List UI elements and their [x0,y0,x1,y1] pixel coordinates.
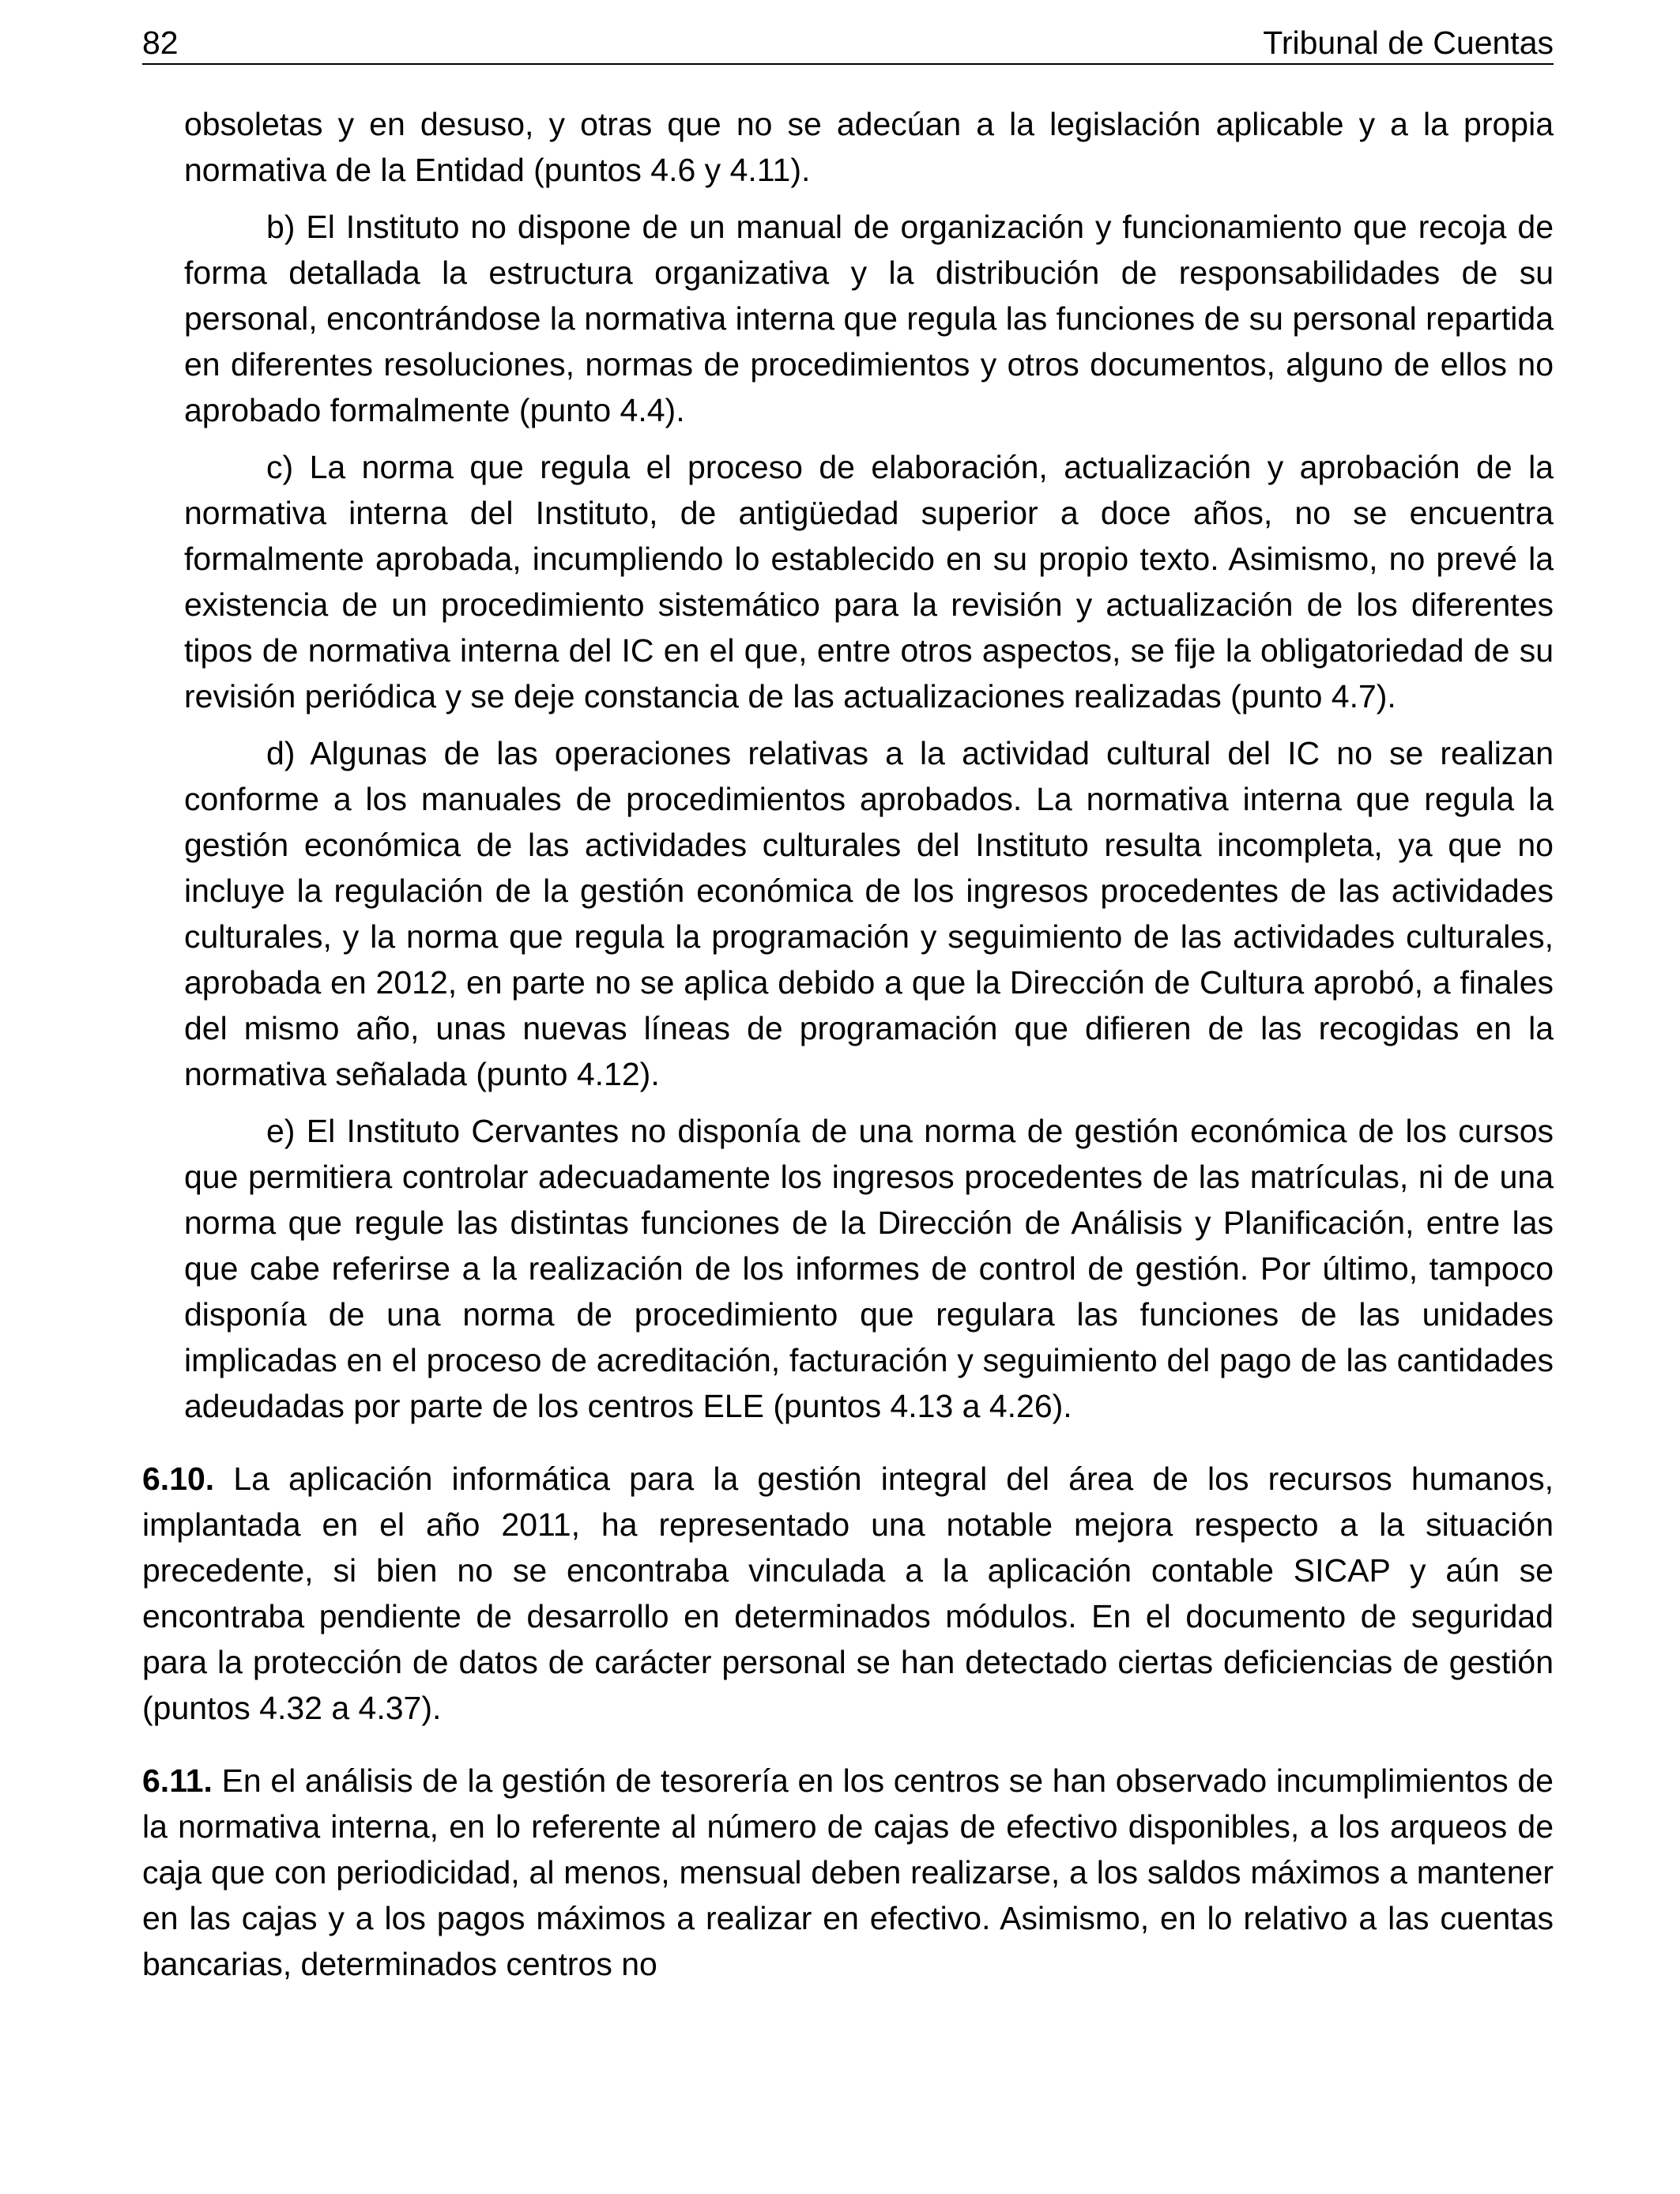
paragraph-d: d) Algunas de las operaciones relativas a la actividad cultural del IC no se realizan conforme a los manuales de procedimientos aprobados. La normativa interna que regula la gestión económica de las actividades culturales del Instituto resulta incompleta, ya que no incluye la regulación de la gestión económica de los ingresos procedentes de las actividades culturales, y la norma que regula la programación y seguimiento de las actividades culturales, aprobada en 2012, en parte no se aplica debido a que la Dirección de Cultura aprobó, a finales del mismo año, unas nuevas líneas de programación que difieren de las recogidas en la normativa señalada (punto 4.12). [184,735,1554,1092]
paragraph-continuation: obsoletas y en desuso, y otras que no se adecúan a la legislación aplicable y a la propia normativa de la Entidad (puntos 4.6 y 4.11). [184,106,1554,188]
paragraph-c: c) La norma que regula el proceso de elaboración, actualización y aprobación de la normativa interna del Instituto, de antigüedad superior a doce años, no se encuentra formalmente aprobada, incumpliendo lo establecido en su propio texto. Asimismo, no prevé la existencia de un procedimiento sistemático para la revisión y actualización de los diferentes tipos de normativa interna del IC en el que, entre otros aspectos, se fije la obligatoriedad de su revisión periódica y se deje constancia de las actualizaciones realizadas (punto 4.7). [184,449,1554,714]
section-number-6-10: 6.10. [142,1461,215,1497]
section-6-11-text: En el análisis de la gestión de tesorería en los centros se han observado incumplimientos de la normativa interna, en lo referente al número de cajas de efectivo disponibles, a los arqueos de caja que con periodicidad, al menos, mensual deben realizarse, a los saldos máximos a mantener en las cajas y a los pagos máximos a realizar en efectivo. Asimismo, en lo relativo a las cuentas bancarias, determinados centros no [142,1762,1554,1982]
paragraph-b: b) El Instituto no dispone de un manual de organización y funcionamiento que recoja de forma detallada la estructura organizativa y la distribución de responsabilidades de su personal, encontrándose la normativa interna que regula las funciones de su personal repartida en diferentes resoluciones, normas de procedimientos y otros documentos, alguno de ellos no aprobado formalmente (punto 4.4). [184,209,1554,428]
section-6-11 [142,1758,1554,1987]
section-number-6-11: 6.11. [142,1762,213,1799]
page-number: 82 [142,25,179,61]
page-body [0,101,1680,1987]
section-6-10-text: La aplicación informática para la gestión integral del área de los recursos humanos, implantada en el año 2011, ha representado una notable mejora respecto a la situación precedente, si bien no se encontraba vinculada a la aplicación contable SICAP y aún se encontraba pendiente de desarrollo en determinados módulos. En el documento de seguridad para la protección de datos de carácter personal se han detectado ciertas deficiencias de gestión (puntos 4.32 a 4.37). [142,1461,1554,1726]
page-header [142,17,1554,65]
section-6-10 [142,1456,1554,1731]
running-title: Tribunal de Cuentas [1263,25,1554,61]
paragraph-e: e) El Instituto Cervantes no disponía de una norma de gestión económica de los cursos que permitiera controlar adecuadamente los ingresos procedentes de las matrículas, ni de una norma que regule las distintas funciones de la Dirección de Análisis y Planificación, entre las que cabe referirse a la realización de los informes de control de gestión. Por último, tampoco disponía de una norma de procedimiento que regulara las funciones de las unidades implicadas en el proceso de acreditación, facturación y seguimiento del pago de las cantidades adeudadas por parte de los centros ELE (puntos 4.13 a 4.26). [184,1113,1554,1424]
